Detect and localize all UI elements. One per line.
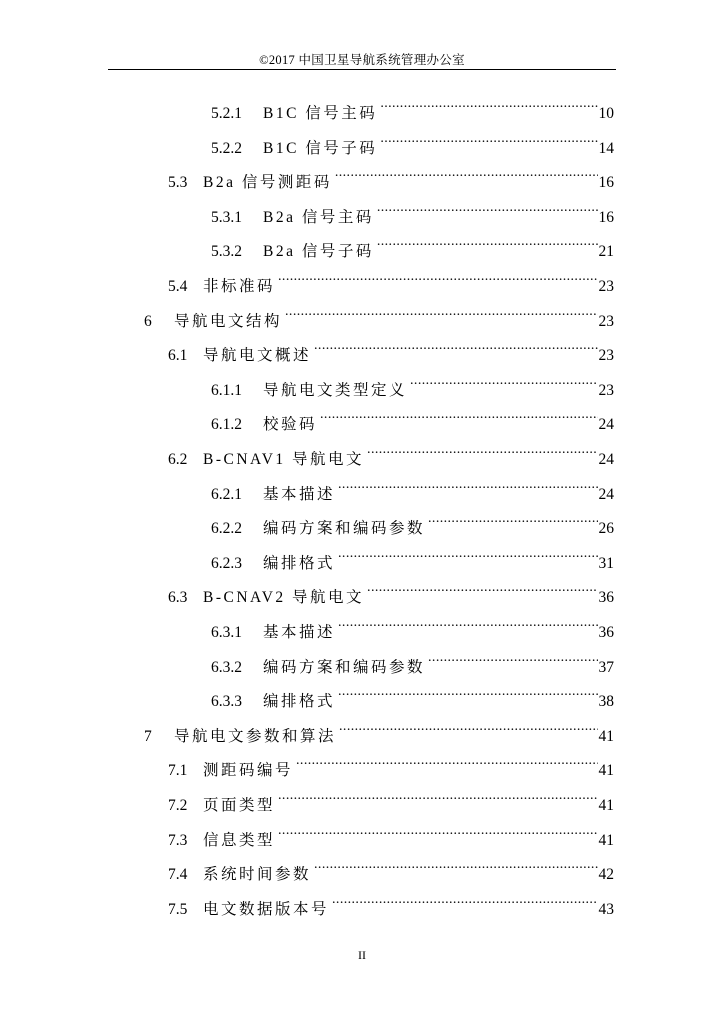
dot-leader xyxy=(278,261,597,291)
toc-entry[interactable] xyxy=(211,538,614,572)
toc-entry-title: 校验码 xyxy=(263,416,318,434)
toc-entry-title: B2a 信号测距码 xyxy=(203,174,332,192)
page-header: ©2017 中国卫星导航系统管理办公室 xyxy=(259,53,465,67)
toc-entry-number: 6.2.3 xyxy=(211,554,242,572)
toc-entry-page: 16 xyxy=(598,208,614,226)
toc-entry-number: 6.1.2 xyxy=(211,416,242,434)
dot-leader xyxy=(314,849,597,879)
dot-leader xyxy=(314,330,597,360)
dot-leader xyxy=(380,88,597,118)
toc-entry-number: 5.2.2 xyxy=(211,139,242,157)
toc-entry-number: 6.3.3 xyxy=(211,693,242,711)
toc-entry-title: 编排格式 xyxy=(263,554,336,572)
toc-entry-page: 21 xyxy=(598,243,614,261)
toc-entry[interactable] xyxy=(168,261,614,295)
toc-entry-page: 26 xyxy=(598,520,614,538)
toc-entry-page: 41 xyxy=(598,727,614,745)
toc-entry-title: 导航电文结构 xyxy=(174,312,283,330)
dot-leader xyxy=(285,296,597,326)
toc-entry-number: 7 xyxy=(144,727,152,745)
toc-entry[interactable] xyxy=(168,434,614,468)
dot-leader xyxy=(410,365,597,395)
toc-entry-page: 41 xyxy=(598,831,614,849)
toc-entry-number: 5.3 xyxy=(168,174,188,192)
toc-entry-title: 导航电文概述 xyxy=(203,347,312,365)
toc-entry-page: 36 xyxy=(598,589,614,607)
toc-entry-title: 编排格式 xyxy=(263,693,336,711)
dot-leader xyxy=(367,434,597,464)
dot-leader xyxy=(278,780,597,810)
toc-entry[interactable] xyxy=(168,330,614,365)
toc-entry-number: 6.2 xyxy=(168,451,188,468)
toc-entry-page: 24 xyxy=(598,485,614,503)
toc-entry-page: 14 xyxy=(598,139,614,157)
toc-entry-title: B1C 信号主码 xyxy=(263,105,378,122)
toc-entry-number: 7.4 xyxy=(168,866,188,884)
toc-entry-page: 41 xyxy=(598,797,614,814)
toc-entry-number: 6.3 xyxy=(168,589,188,607)
toc-entry-page: 36 xyxy=(598,624,614,641)
toc-entry-title: 系统时间参数 xyxy=(203,866,312,884)
toc-entry-page: 41 xyxy=(598,762,614,780)
toc-entry-page: 16 xyxy=(598,174,614,192)
toc-entry[interactable] xyxy=(211,192,614,226)
toc-entry[interactable] xyxy=(211,365,614,399)
toc-entry-title: 基本描述 xyxy=(263,485,336,503)
toc-entry-title: B2a 信号子码 xyxy=(263,243,374,261)
toc-entry-page: 37 xyxy=(598,658,614,676)
toc-entry-title: 页面类型 xyxy=(203,797,276,814)
dot-leader xyxy=(338,469,597,499)
toc-entry-page: 31 xyxy=(598,554,614,572)
dot-leader xyxy=(428,503,597,533)
toc-entry-number: 7.5 xyxy=(168,900,188,918)
toc-entry-number: 5.4 xyxy=(168,278,188,295)
toc-entry-title: 基本描述 xyxy=(263,624,336,641)
toc-entry-title: B-CNAV2 导航电文 xyxy=(203,589,365,607)
toc-entry-title: 信息类型 xyxy=(203,831,276,849)
dot-leader xyxy=(320,399,597,429)
dot-leader xyxy=(377,192,598,222)
toc-entry-page: 23 xyxy=(598,347,614,365)
toc-entry[interactable] xyxy=(211,123,614,157)
toc-entry-title: 编码方案和编码参数 xyxy=(263,658,426,676)
dot-leader xyxy=(367,572,597,602)
toc-entry-title: B-CNAV1 导航电文 xyxy=(203,451,365,468)
dot-leader xyxy=(338,607,597,637)
toc-entry-number: 6.3.2 xyxy=(211,658,242,676)
toc-entry-title: 导航电文参数和算法 xyxy=(174,727,337,745)
dot-leader xyxy=(335,157,598,187)
dot-leader xyxy=(428,642,597,672)
toc-entry-number: 6 xyxy=(144,312,152,330)
toc-entry-page: 23 xyxy=(598,278,614,295)
toc-entry-number: 6.1.1 xyxy=(211,381,242,399)
toc-entry-number: 6.3.1 xyxy=(211,624,242,641)
toc-entry[interactable] xyxy=(168,884,614,918)
toc-entry-page: 24 xyxy=(598,451,614,468)
dot-leader xyxy=(338,538,597,568)
toc-entry-page: 42 xyxy=(598,866,614,884)
toc-entry[interactable] xyxy=(211,676,614,711)
toc-entry[interactable] xyxy=(211,503,614,538)
toc-entry-title: B2a 信号主码 xyxy=(263,208,374,226)
toc-entry[interactable] xyxy=(168,849,614,884)
toc-entry[interactable] xyxy=(168,745,614,780)
toc-entry-number: 5.3.2 xyxy=(211,243,242,261)
toc-entry-number: 7.2 xyxy=(168,797,188,814)
toc-entry-number: 6.1 xyxy=(168,347,188,365)
toc-entry[interactable] xyxy=(168,780,614,814)
toc-entry-number: 5.3.1 xyxy=(211,208,242,226)
dot-leader xyxy=(338,676,597,706)
toc-entry[interactable] xyxy=(144,296,614,330)
toc-entry[interactable] xyxy=(211,469,614,503)
toc-entry-page: 23 xyxy=(598,312,614,330)
toc-entry[interactable] xyxy=(168,157,614,192)
toc-entry[interactable] xyxy=(211,399,614,434)
toc-entry[interactable] xyxy=(211,88,614,122)
toc-entry-page: 10 xyxy=(598,105,614,122)
dot-leader xyxy=(339,711,597,741)
dot-leader xyxy=(332,884,597,914)
toc-entry-number: 6.2.1 xyxy=(211,485,242,503)
toc-entry[interactable] xyxy=(144,711,614,745)
toc-entry-number: 7.3 xyxy=(168,831,188,849)
dot-leader xyxy=(377,226,598,256)
dot-leader xyxy=(296,745,597,775)
toc-entry-page: 23 xyxy=(598,381,614,399)
toc-entry-page: 24 xyxy=(598,416,614,434)
toc-entry[interactable] xyxy=(211,642,614,676)
toc-entry-title: 电文数据版本号 xyxy=(203,900,330,918)
dot-leader xyxy=(380,123,597,153)
toc-entry-number: 5.2.1 xyxy=(211,105,242,122)
header-rule xyxy=(108,69,616,70)
toc-entry-title: 导航电文类型定义 xyxy=(263,381,408,399)
toc-entry[interactable] xyxy=(211,226,614,261)
toc-entry-number: 7.1 xyxy=(168,762,188,780)
page-number: II xyxy=(358,948,366,962)
dot-leader xyxy=(278,815,597,845)
toc-entry-page: 38 xyxy=(598,693,614,711)
toc-entry-number: 6.2.2 xyxy=(211,520,242,538)
toc-entry[interactable] xyxy=(168,572,614,607)
toc-entry[interactable] xyxy=(211,607,614,641)
toc-entry-title: 测距码编号 xyxy=(203,762,294,780)
toc-entry[interactable] xyxy=(168,815,614,849)
toc-entry-title: B1C 信号子码 xyxy=(263,139,378,157)
toc-entry-title: 编码方案和编码参数 xyxy=(263,520,426,538)
toc-entry-title: 非标准码 xyxy=(203,278,276,295)
toc-entry-page: 43 xyxy=(598,900,614,918)
